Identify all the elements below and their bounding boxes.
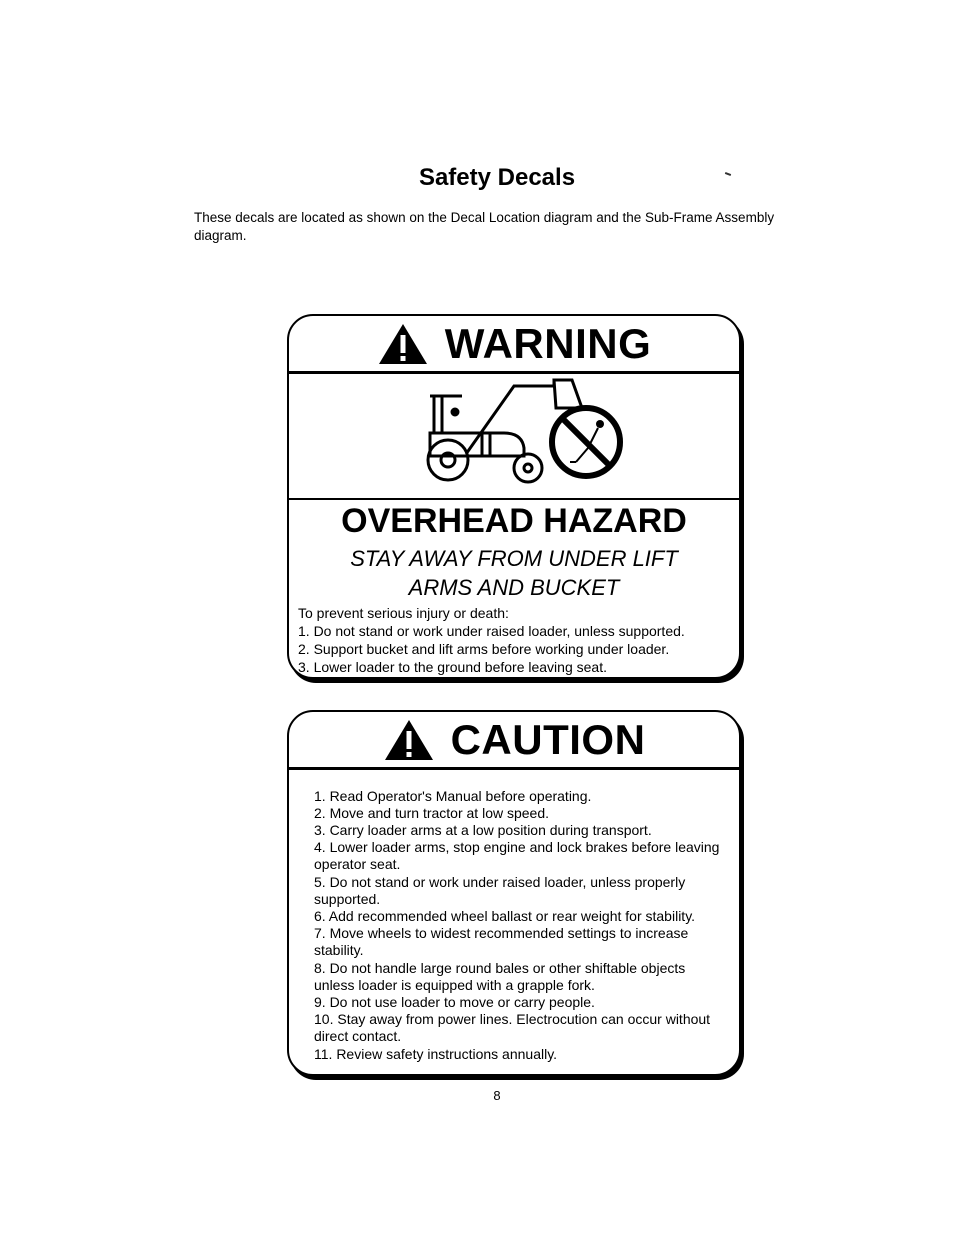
prevent-text: To prevent serious injury or death:	[298, 605, 509, 621]
caution-header	[289, 712, 739, 767]
list-item: 10. Stay away from power lines. Electrocution can occur without direct contact.	[314, 1011, 711, 1045]
list-item: 9. Do not use loader to move or carry people.	[314, 993, 595, 1010]
list-item: 2. Support bucket and lift arms before working under loader.	[298, 641, 670, 657]
caution-header-text: CAUTION	[450, 715, 646, 763]
list-item: 6. Add recommended wheel ballast or rear weight for stability.	[314, 907, 696, 924]
hazard-title: OVERHEAD HAZARD	[341, 502, 687, 540]
list-item: 7. Move wheels to widest recommended settings to increase stability.	[314, 925, 689, 959]
list-item: 5. Do not stand or work under raised loader, unless properly supported.	[314, 873, 686, 907]
intro-text: These decals are located as shown on the Decal Location diagram and the Sub-Frame Assembly diagram.	[194, 210, 775, 243]
hazard-subtitle	[289, 544, 739, 602]
warning-triangle-icon	[377, 322, 429, 366]
tractor-loader-prohibition-icon	[404, 378, 624, 494]
list-item: 1. Do not stand or work under raised loader, unless supported.	[298, 623, 685, 639]
warning-triangle-icon	[383, 718, 435, 762]
page-number: 8	[493, 1088, 501, 1103]
list-item: 3. Carry loader arms at a low position during transport.	[314, 821, 652, 838]
list-item: 2. Move and turn tractor at low speed.	[314, 804, 550, 821]
list-item: 11. Review safety instructions annually.	[314, 1045, 558, 1062]
caution-decal	[287, 710, 741, 1076]
warning-header-text: WARNING	[444, 319, 652, 367]
list-item: 3. Lower loader to the ground before leaving seat.	[298, 659, 607, 675]
list-item: 1. Read Operator's Manual before operating.	[314, 787, 592, 804]
divider	[289, 498, 739, 501]
warning-decal	[287, 314, 741, 679]
hazard-subtitle-line: ARMS AND BUCKET	[408, 575, 620, 600]
caution-list	[289, 770, 739, 1063]
warning-list	[289, 622, 739, 676]
hazard-subtitle-line: STAY AWAY FROM UNDER LIFT	[350, 546, 678, 571]
warning-header	[289, 316, 739, 371]
page-title: Safety Decals	[418, 164, 576, 191]
pictogram-panel	[289, 374, 739, 498]
list-item: 8. Do not handle large round bales or other shiftable objects unless loader is equipped with a grapple fork.	[314, 959, 686, 993]
list-item: 4. Lower loader arms, stop engine and lock brakes before leaving operator seat.	[314, 839, 720, 873]
